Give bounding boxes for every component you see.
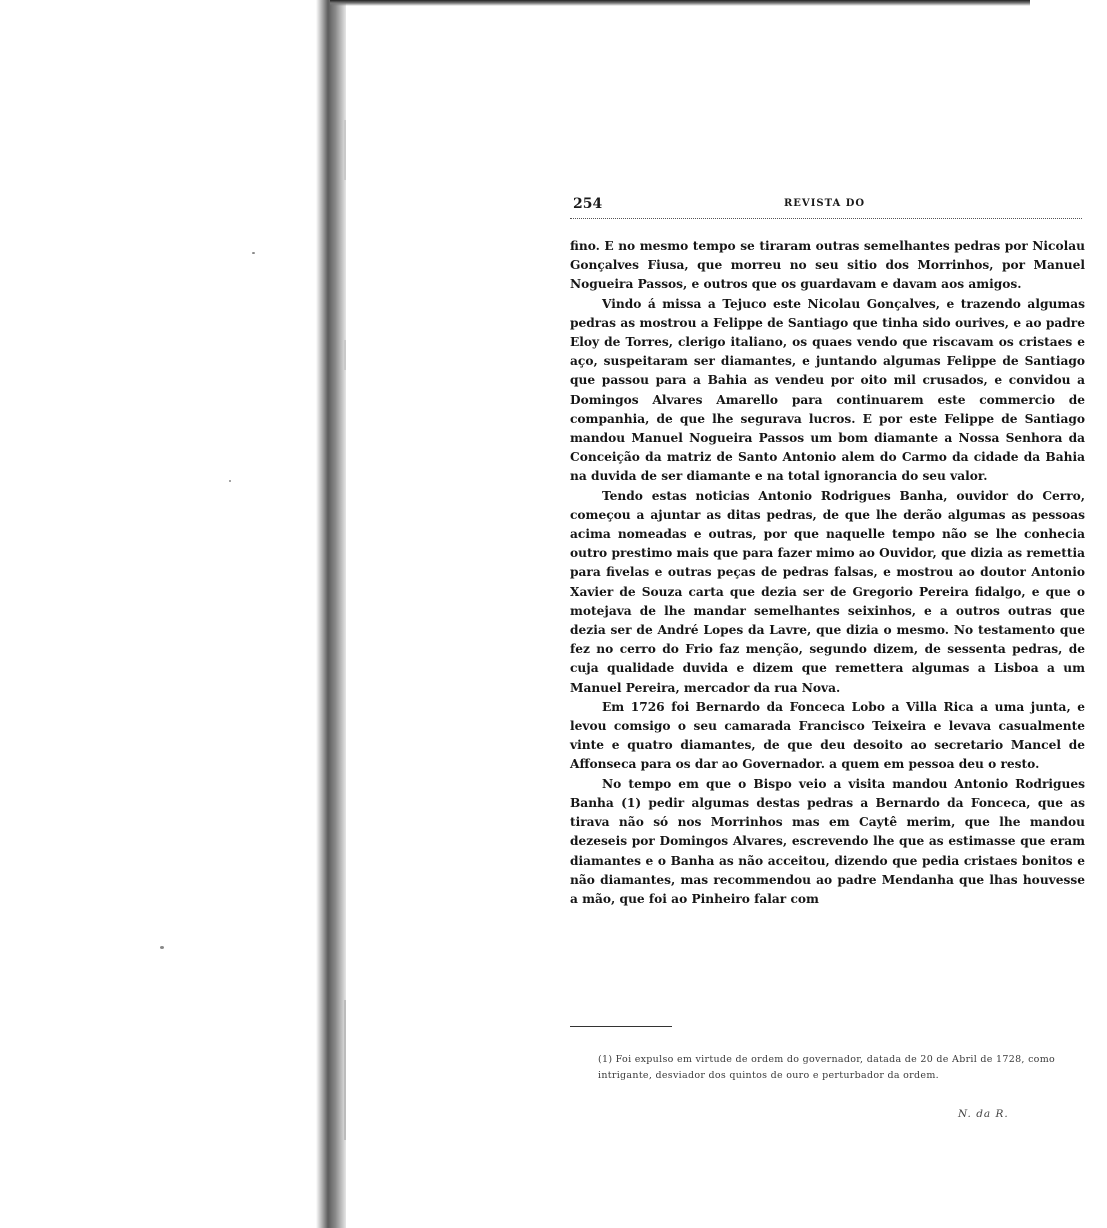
page-number: 254 — [573, 196, 603, 212]
paragraph: fino. E no mesmo tempo se tiraram outras semelhantes pedras por Nicolau Gonçalves Fiusa, que morreu no seu sitio dos Morrinhos, por Manuel Nogueira Passos, e outros que os guardavam e davam aos amigos. — [570, 239, 1085, 292]
footnote-signature: N. da R. — [958, 1108, 1009, 1120]
scan-speck — [344, 340, 346, 370]
book-spine-shadow — [316, 0, 346, 1228]
top-edge-shadow — [330, 0, 1030, 6]
footnote-rule — [570, 1026, 672, 1027]
paragraph: Tendo estas noticias Antonio Rodrigues Banha, ouvidor do Cerro, começou a ajuntar as ditas pedras, de que lhe derão algumas as pessoas acima nomeadas e outras, por que naquelle tempo não se lhe conhecia outro prestimo mais que para fazer mimo ao Ouvidor, que dizia as remettia para fivelas e outras peças de pedras falsas, e mostrou ao doutor Antonio Xavier de Souza carta que dezia ser de Gregorio Pereira fidalgo, e que o motejava de lhe mandar semelhantes seixinhos, e a outros outras que dezia ser de André Lopes da Lavre, que dizia o mesmo. No testamento que fez no cerro do Frio faz menção, segundo dizem, de sessenta pedras, de cuja qualidade duvida e dizem que remettera algumas a Lisboa a um Manuel Pereira, mercador da rua Nova. — [570, 488, 1085, 695]
paragraph: Vindo á missa a Tejuco este Nicolau Gonçalves, e trazendo algumas pedras as mostrou a Felippe de Santiago que tinha sido ourives, e ao padre Eloy de Torres, clerigo italiano, os quaes vendo que riscavam os cristaes e aço, suspeitaram ser diamantes, e juntando algumas Felippe de Santiago que passou para a Bahia as vendeu por oito mil crusados, e convidou a Domingos Alvares Amarello para continuarem este commercio de companhia, de que lhe segurava lucros. E por este Felippe de Santiago mandou Manuel Nogueira Passos um bom diamante a Nossa Senhora da Conceição da matriz de Santo Antonio alem do Carmo da cidade da Bahia na duvida de ser diamante e na total ignorancia do seu valor. — [570, 296, 1085, 484]
scan-speck — [344, 120, 346, 180]
scan-speck — [229, 480, 231, 482]
paragraph: No tempo em que o Bispo veio a visita mandou Antonio Rodrigues Banha (1) pedir algumas destas pedras a Bernardo da Fonceca, que as tirava não só nos Morrinhos mas em Caytê merim, que lhe mandou dezeseis por Domingos Alvares, escrevendo lhe que as estimasse que eram diamantes e o Banha as não acceitou, dizendo que pedia cristaes bonitos e não diamantes, mas recommendou ao padre Mendanha que lhas houvesse a mão, que foi ao Pinheiro falar com — [570, 776, 1085, 906]
scan-speck — [160, 946, 164, 949]
footnote — [598, 1052, 1088, 1084]
body-text — [570, 237, 1085, 909]
book-page — [570, 196, 1085, 909]
paragraph: Em 1726 foi Bernardo da Fonceca Lobo a Villa Rica a uma junta, e levou comsigo o seu camarada Francisco Teixeira e levava casualmente vinte e quatro diamantes, de que deu desoito ao secretario Mancel de Affonseca para os dar ao Governador. a quem em pessoa deu o resto. — [570, 699, 1085, 772]
running-head — [570, 196, 1085, 216]
journal-title: REVISTA DO — [784, 198, 866, 209]
left-margin — [0, 0, 326, 1228]
scan-speck — [252, 252, 255, 254]
header-rule — [570, 218, 1082, 219]
scan-speck — [344, 1000, 346, 1140]
footnote-text: (1) Foi expulso em virtude de ordem do governador, datada de 20 de Abril de 1728, como intrigante, desviador dos quintos de ouro e perturbador da ordem. — [598, 1054, 1056, 1081]
